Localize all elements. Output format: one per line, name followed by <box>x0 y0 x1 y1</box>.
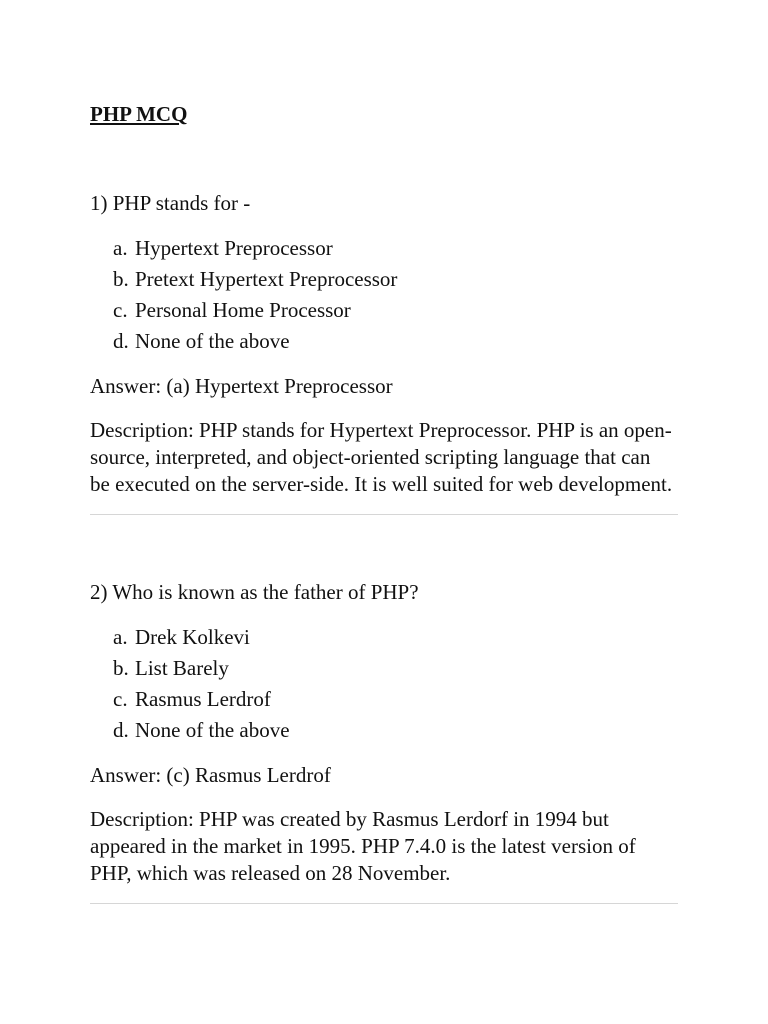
description-text: Description: PHP stands for Hypertext Preprocessor. PHP is an open-source, interpreted, and object-oriented scripting language that can be executed on the server-side. It is well suited for web development. <box>90 418 673 496</box>
option-text: Pretext Hypertext Preprocessor <box>135 267 398 291</box>
option-a <box>113 622 678 653</box>
question-block-1 <box>90 190 678 515</box>
option-text: Personal Home Processor <box>135 298 351 322</box>
option-text: Drek Kolkevi <box>135 625 250 649</box>
option-text: None of the above <box>135 718 290 742</box>
option-letter: c. <box>113 687 128 711</box>
option-b <box>113 264 678 295</box>
option-letter: d. <box>113 329 129 353</box>
description-text: Description: PHP was created by Rasmus Lerdorf in 1994 but appeared in the market in 1995. PHP 7.4.0 is the latest version of PHP, which was released on 28 November. <box>90 807 636 885</box>
option-letter: c. <box>113 298 128 322</box>
option-b <box>113 653 678 684</box>
option-letter: d. <box>113 718 129 742</box>
option-d <box>113 715 678 746</box>
answer-text: Answer: (c) Rasmus Lerdrof <box>90 763 331 787</box>
option-c <box>113 295 678 326</box>
document-title: PHP MCQ <box>90 102 188 126</box>
answer-text: Answer: (a) Hypertext Preprocessor <box>90 374 393 398</box>
option-c <box>113 684 678 715</box>
question-text: 1) PHP stands for - <box>90 191 251 215</box>
question-block-2 <box>90 579 678 904</box>
option-text: Rasmus Lerdrof <box>135 687 271 711</box>
option-text: None of the above <box>135 329 290 353</box>
question-text: 2) Who is known as the father of PHP? <box>90 580 419 604</box>
section-divider <box>90 903 678 904</box>
option-letter: b. <box>113 656 129 680</box>
option-text: Hypertext Preprocessor <box>135 236 333 260</box>
option-letter: a. <box>113 625 128 649</box>
option-text: List Barely <box>135 656 229 680</box>
options-list <box>90 622 678 746</box>
section-divider <box>90 514 678 515</box>
option-letter: b. <box>113 267 129 291</box>
option-a <box>113 233 678 264</box>
option-letter: a. <box>113 236 128 260</box>
option-d <box>113 326 678 357</box>
options-list <box>90 233 678 357</box>
